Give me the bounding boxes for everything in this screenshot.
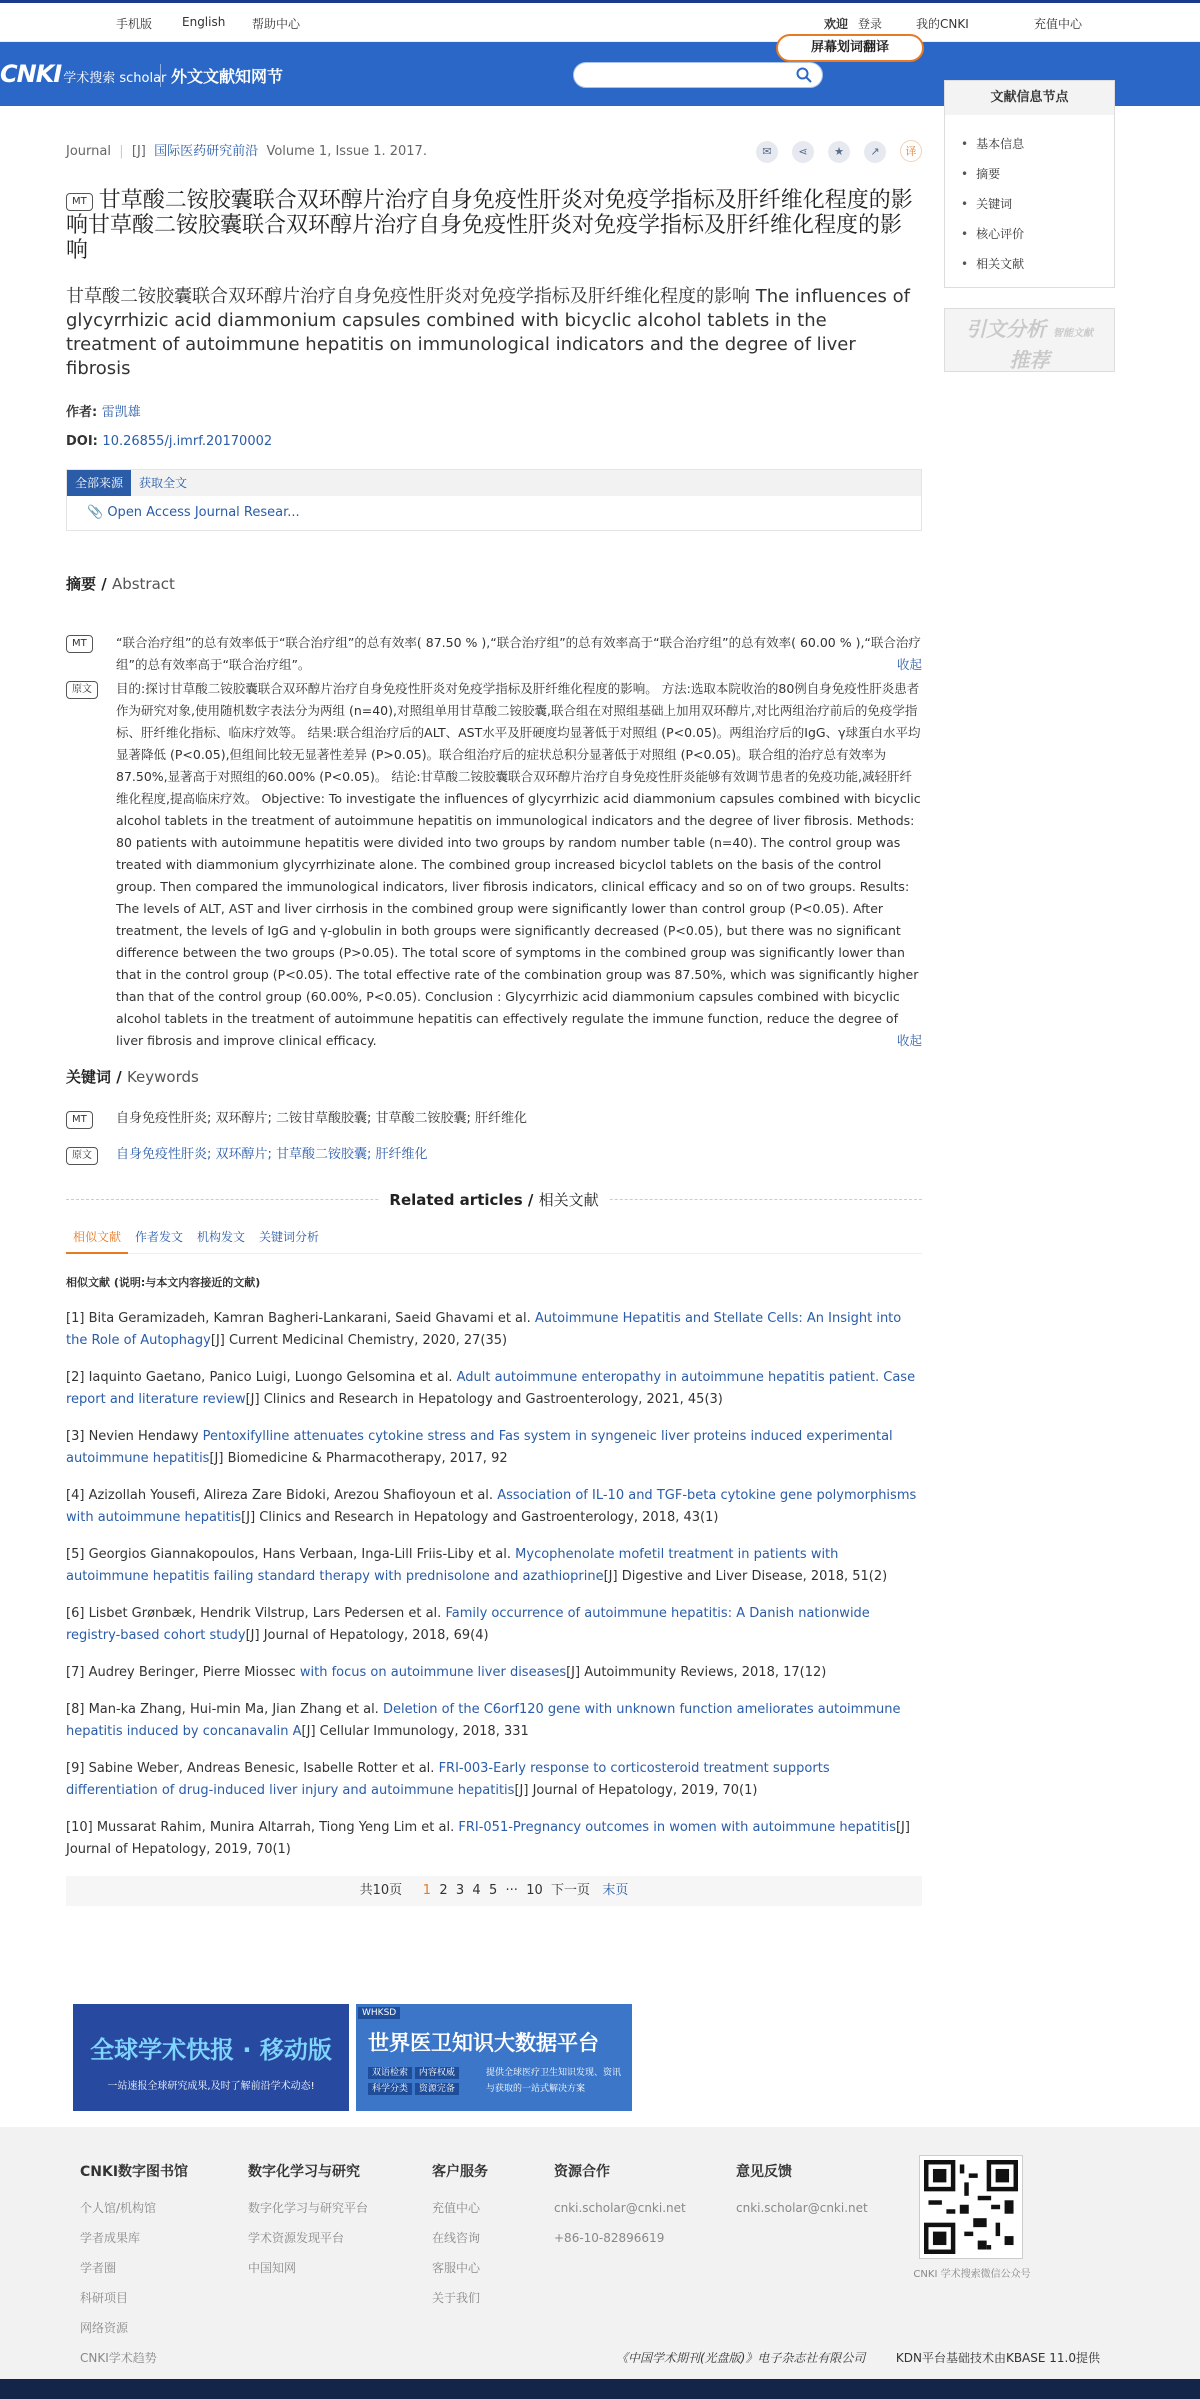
- nav-title: 外文文献知网节: [160, 64, 283, 87]
- qr-caption: CNKI 学术搜索微信公众号: [913, 2269, 1031, 2280]
- footer-bottom-bar: [0, 2379, 1200, 2399]
- tab-fulltext[interactable]: 获取全文: [139, 476, 188, 490]
- article-subtitle: 甘草酸二铵胶囊联合双环醇片治疗自身免疫性肝炎对免疫学指标及肝纤维化程度的影响 The influences of glycyrrhizic acid diammonium capsules combined with bicyclic alcohol tablets in the treatment of autoimmune hepatitis on immunological indicators and the degree of liver fibrosis: [66, 286, 910, 379]
- abstract-block: [66, 632, 922, 1052]
- reference-item: [4] Azizollah Yousefi, Alireza Zare Bidoki, Arezou Shafioyoun et al. Association of IL-10 and TGF-beta cytokine gene polymorphisms with autoimmune hepatitis[J] Clinics and Research in Hepatology and Gastroenterology, 2018, 43(1): [66, 1488, 917, 1525]
- author-link[interactable]: 雷凯雄: [101, 405, 141, 420]
- sidebar-item-evaluation[interactable]: • 核心评价: [961, 219, 1114, 249]
- source-box: [66, 469, 922, 531]
- page-3[interactable]: 3: [455, 1883, 465, 1898]
- page-5[interactable]: 5: [488, 1883, 498, 1898]
- reference-title-link[interactable]: Mycophenolate mofetil treatment in patients with autoimmune hepatitis failing standard therapy with prednisolone and azathioprine: [66, 1547, 839, 1584]
- reference-item: [6] Lisbet Grønbæk, Hendrik Vilstrup, Lars Pedersen et al. Family occurrence of autoimmune hepatitis: A Danish nationwide registry-based cohort study[J] Journal of Hepatology, 2018, 69(4): [66, 1606, 870, 1643]
- login-link[interactable]: 登录: [858, 17, 883, 31]
- wechat-qr-code: [919, 2155, 1023, 2259]
- reference-item: [9] Sabine Weber, Andreas Benesic, Isabelle Rotter et al. FRI-003-Early response to corticosteroid treatment supports differentiation of drug-induced liver injury and autoimmune hepatitis[J] Journal of Hepatology, 2019, 70(1): [66, 1761, 830, 1798]
- last-page[interactable]: 末页: [602, 1883, 629, 1898]
- abstract-heading: 摘要 / Abstract: [66, 575, 175, 593]
- reference-title-link[interactable]: Family occurrence of autoimmune hepatitis: A Danish nationwide registry-based cohort study: [66, 1606, 870, 1643]
- next-page[interactable]: 下一页: [551, 1883, 591, 1898]
- english-link[interactable]: English: [182, 15, 226, 29]
- abstract-original: 原文 目的:探讨甘草酸二铵胶囊联合双环醇片治疗自身免疫性肝炎对免疫学指标及肝纤维化程度的影响。 方法:选取本院收治的80例自身免疫性肝炎患者作为研究对象,使用随机数字表法分为两组 (n=40),对照组单用甘草酸二铵胶囊,联合组在对照组基础上加用双环醇片,对比两组治疗前后的免疫学指标、肝纤维化指标、临床疗效等。 结果:联合组治疗后的ALT、AST水平及肝硬度均显著低于对照组 (P<0.05)。两组治疗后的IgG、γ球蛋白水平均显著降低 (P<0.05),但组间比较无显著性差异 (P>0.05)。联合组治疗后的症状总积分显著低于对照组 (P<0.05)。联合组的治疗总有效率为87.50%,显著高于对照组的60.00% (P<0.05)。 结论:甘草酸二铵胶囊联合双环醇片治疗自身免疫性肝炎能够有效调节患者的免疫功能,减轻肝纤维化程度,提高临床疗效。 Objective: To investigate the influences of glycyrrhizic acid diammonium capsules combined with bicyclic alcohol tablets in the treatment of autoimmune hepatitis on immunological indicators and the degree of liver fibrosis. Methods: 80 patients with autoimmune hepatitis were divided into two groups by random number table (n=40). The control group was treated with diammonium glycyrrhizinate alone. The combined group increased bicyclol tablets on the basis of the control group. Then compared the immunological indicators, liver fibrosis indicators, clinical efficacy and so on of two groups. Results: The levels of ALT, AST and liver cirrhosis in the combined group were significantly lower than control group (P<0.05). After treatment, the levels of IgG and γ-globulin in both groups were significantly decreased (P<0.05), but there was no significant difference between the two groups (P>0.05). The total score of symptoms in the combined group was significantly lower than that in the control group (P<0.05). The total effective rate of the combination group was 87.50%, which was significantly higher than that of the control group (60.00%, P<0.05). Conclusion : Glycyrrhizic acid diammonium capsules combined with bicyclic alcohol tablets in the treatment of autoimmune hepatitis can effectively regulate the immune function, reduce the degree of liver fibrosis and improve clinical efficacy. 收起: [66, 678, 922, 1052]
- reference-title-link[interactable]: Adult autoimmune enteropathy in autoimmune hepatitis patient. Case report and literature review: [66, 1370, 916, 1407]
- source-item[interactable]: 📎 Open Access Journal Resear...: [87, 505, 300, 520]
- sidebar-title: 文献信息节点: [945, 81, 1114, 115]
- reference-item: [8] Man-ka Zhang, Hui-min Ma, Jian Zhang et al. Deletion of the C6orf120 gene with unknown function ameliorates autoimmune hepatitis induced by concanavalin A[J] Cellular Immunology, 2018, 331: [66, 1702, 901, 1739]
- footer: [0, 2127, 1200, 2379]
- top-bar: [0, 3, 1200, 42]
- favorite-icon[interactable]: ★: [828, 141, 850, 163]
- footer-col-service: 客户服务 充值中心 在线咨询 客服中心 关于我们: [432, 2164, 488, 2305]
- collapse-link[interactable]: 收起: [896, 657, 922, 672]
- info-node-sidebar: [944, 80, 1115, 288]
- email-icon[interactable]: ✉: [756, 141, 778, 163]
- export-icon[interactable]: ↗: [864, 141, 886, 163]
- reference-item: [2] Iaquinto Gaetano, Panico Luigi, Luongo Gelsomina et al. Adult autoimmune enteropathy in autoimmune hepatitis patient. Case report and literature review[J] Clinics and Research in Hepatology and Gastroenterology, 2021, 45(3): [66, 1370, 916, 1407]
- sidebar-item-basic[interactable]: • 基本信息: [961, 129, 1114, 159]
- cnki-logo[interactable]: CNKI 学术搜索 scholar: [0, 60, 167, 88]
- tab-institution[interactable]: 机构发文: [197, 1230, 246, 1244]
- reference-title-link[interactable]: with focus on autoimmune liver diseases: [299, 1665, 567, 1680]
- search-input[interactable]: [586, 63, 796, 87]
- page-2[interactable]: 2: [439, 1883, 448, 1898]
- sidebar-item-abstract[interactable]: • 摘要: [961, 159, 1114, 189]
- my-cnki-link[interactable]: 我的CNKI: [916, 17, 969, 31]
- action-icons: [742, 140, 922, 163]
- doi-line: DOI: 10.26855/j.imrf.20170002: [66, 434, 273, 449]
- volume-info: Volume 1, Issue 1. 2017.: [266, 144, 427, 159]
- reference-item: [10] Mussarat Rahim, Munira Altarrah, Tiong Yeng Lim et al. FRI-051-Pregnancy outcomes in women with autoimmune hepatitis[J] Journal of Hepatology, 2019, 70(1): [66, 1820, 910, 1857]
- pagination: 共10页 1 2 3 4 5 ··· 10 下一页 末页: [66, 1876, 922, 1906]
- share-icon[interactable]: ⋖: [792, 141, 814, 163]
- related-note: 相似文献 (说明:与本文内容接近的文献): [66, 1276, 261, 1289]
- doi-link[interactable]: 10.26855/j.imrf.20170002: [102, 434, 273, 449]
- search-box: [573, 62, 823, 88]
- main-content: [66, 140, 922, 1906]
- reference-title-link[interactable]: Autoimmune Hepatitis and Stellate Cells: An Insight into the Role of Autophagy: [66, 1311, 902, 1348]
- help-link[interactable]: 帮助中心: [252, 17, 301, 31]
- page-1[interactable]: 1: [422, 1883, 432, 1898]
- abstract-mt: MT “联合治疗组”的总有效率低于“联合治疗组”的总有效率( 87.50 % ),“联合治疗组”的总有效率高于“联合治疗组”的总有效率( 60.00 % ),“联合治疗组”的总有效率高于“联合治疗组”。 收起: [66, 632, 922, 676]
- tab-keyword-analysis[interactable]: 关键词分析: [259, 1230, 320, 1244]
- reference-list: [66, 1308, 922, 1861]
- collapse-link[interactable]: 收起: [896, 1033, 922, 1048]
- page-4[interactable]: 4: [472, 1883, 481, 1898]
- author-line: 作者: 雷凯雄: [66, 405, 141, 420]
- page-title: MT 甘草酸二铵胶囊联合双环醇片治疗自身免疫性肝炎对免疫学指标及肝纤维化程度的影响甘草酸二铵胶囊联合双环醇片治疗自身免疫性肝炎对免疫学指标及肝纤维化程度的影响: [66, 188, 913, 263]
- citation-analysis-ad[interactable]: 引文分析 智能文献 推荐: [944, 308, 1115, 372]
- reference-title-link[interactable]: Pentoxifylline attenuates cytokine stress and Fas system in syngeneic liver proteins induced experimental autoimmune hepatitis: [66, 1429, 893, 1466]
- scholar-express-banner[interactable]: 全球学术快报 · 移动版 一站速报全球研究成果,及时了解前沿学术动态!: [73, 2004, 349, 2111]
- mt-badge: MT: [66, 193, 93, 211]
- tab-similar[interactable]: 相似文献: [66, 1228, 128, 1254]
- reference-title-link[interactable]: Association of IL-10 and TGF-beta cytokine gene polymorphisms with autoimmune hepatitis: [66, 1488, 917, 1525]
- meta-tag: [J]: [131, 144, 146, 159]
- sidebar-item-keywords[interactable]: • 关键词: [961, 189, 1114, 219]
- reference-item: [5] Georgios Giannakopoulos, Hans Verbaan, Inga-Lill Friis-Liby et al. Mycophenolate mofetil treatment in patients with autoimmune hepatitis failing standard therapy with prednisolone and azathioprine[J] Digestive and Liver Disease, 2018, 51(2): [66, 1547, 888, 1584]
- footer-col-feedback: 意见反馈 cnki.scholar@cnki.net: [736, 2164, 868, 2215]
- tab-author[interactable]: 作者发文: [135, 1230, 184, 1244]
- reference-title-link[interactable]: FRI-003-Early response to corticosteroid treatment supports differentiation of drug-induced liver injury and autoimmune hepatitis: [66, 1761, 830, 1798]
- reference-item: [7] Audrey Beringer, Pierre Miossec with focus on autoimmune liver diseases[J] Autoimmunity Reviews, 2018, 17(12): [66, 1665, 827, 1680]
- footer-col-cooperation: 资源合作 cnki.scholar@cnki.net +86-10-82896619: [554, 2164, 686, 2245]
- orig-badge: 原文: [66, 681, 98, 699]
- related-tabs: [66, 1228, 922, 1254]
- journal-link[interactable]: 国际医药研究前沿: [154, 144, 259, 159]
- mt-badge: MT: [66, 635, 93, 653]
- footer-col-learning: 数字化学习与研究 数字化学习与研究平台 学术资源发现平台 中国知网: [248, 2164, 369, 2275]
- welcome-text: 欢迎: [824, 17, 849, 31]
- keywords-block: [66, 1109, 922, 1165]
- reference-title-link[interactable]: FRI-051-Pregnancy outcomes in women with autoimmune hepatitis: [458, 1820, 896, 1835]
- sidebar-item-related[interactable]: • 相关文献: [961, 249, 1114, 279]
- reference-item: [3] Nevien Hendawy Pentoxifylline attenuates cytokine stress and Fas system in syngeneic liver proteins induced experimental autoimmune hepatitis[J] Biomedicine & Pharmacotherapy, 2017, 92: [66, 1429, 893, 1466]
- recharge-link[interactable]: 充值中心: [1034, 17, 1083, 31]
- search-icon[interactable]: [796, 67, 812, 87]
- page-10[interactable]: 10: [526, 1883, 543, 1898]
- meta-type: Journal: [66, 144, 111, 159]
- tab-all-sources[interactable]: 全部来源: [67, 470, 131, 496]
- mobile-link[interactable]: 手机版: [116, 17, 153, 31]
- reference-title-link[interactable]: Deletion of the C6orf120 gene with unknown function ameliorates autoimmune hepatitis induced by concanavalin A: [66, 1702, 901, 1739]
- keywords-mt: MT 自身免疫性肝炎; 双环醇片; 二铵甘草酸胶囊; 甘草酸二铵胶囊; 肝纤维化: [66, 1109, 922, 1129]
- keywords-original[interactable]: 原文 自身免疫性肝炎; 双环醇片; 甘草酸二铵胶囊; 肝纤维化: [66, 1145, 922, 1165]
- attachment-icon: 📎: [87, 505, 104, 520]
- reference-item: [1] Bita Geramizadeh, Kamran Bagheri-Lankarani, Saeid Ghavami et al. Autoimmune Hepatitis and Stellate Cells: An Insight into the Role of Autophagy[J] Current Medicinal Chemistry, 2020, 27(35): [66, 1311, 902, 1348]
- footer-col-library: CNKI数字图书馆 个人馆/机构馆 学者成果库 学者圈 科研项目 网络资源 CNKI学术趋势: [80, 2164, 189, 2365]
- translate-icon[interactable]: 译: [900, 140, 922, 162]
- article-meta: Journal | [J] 国际医药研究前沿 Volume 1, Issue 1. 2017. ✉ ⋖ ★ ↗ 译: [66, 140, 922, 160]
- keywords-heading: 关键词 / Keywords: [66, 1068, 199, 1086]
- translate-tooltip[interactable]: 屏幕划词翻译: [776, 34, 924, 62]
- whksd-banner[interactable]: WHKSD 世界医卫知识大数据平台 双语检索 内容权威 科学分类 资源完备 提供全球医疗卫生知识发现、资讯与获取的一站式解决方案: [356, 2004, 632, 2111]
- footer-copyright: 《中国学术期刊(光盘版)》电子杂志社有限公司 KDN平台基础技术由KBASE 11.0提供: [615, 2351, 1100, 2365]
- related-heading: Related articles / 相关文献: [66, 1189, 922, 1210]
